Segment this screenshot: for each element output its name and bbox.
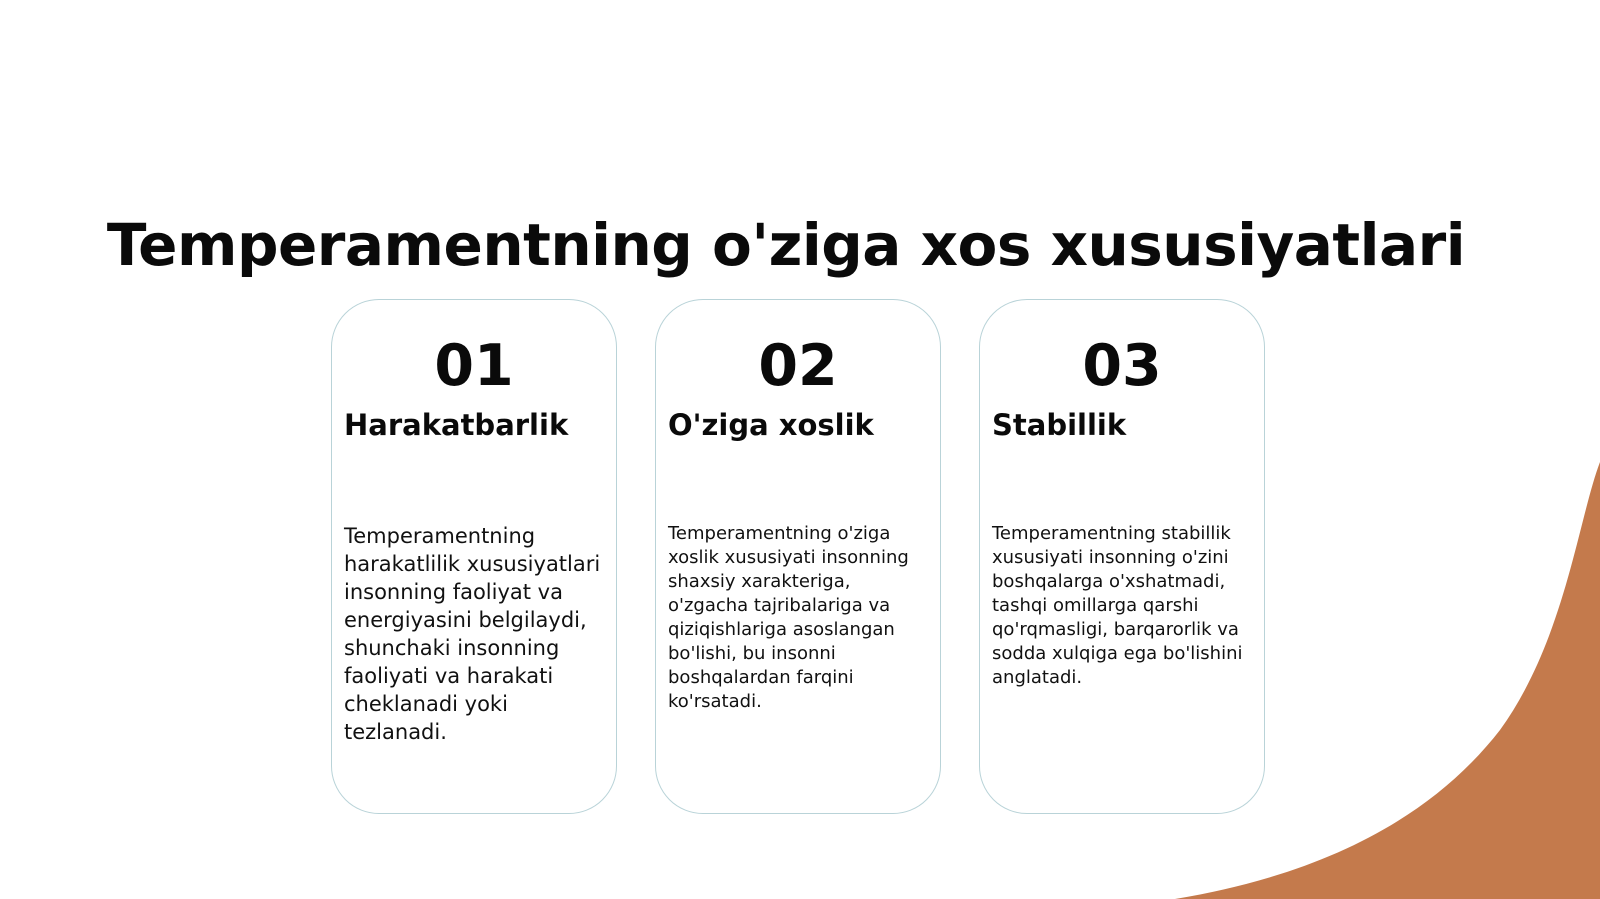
card-number: 01 xyxy=(434,333,514,399)
card-number: 03 xyxy=(1082,333,1162,399)
card-description: Temperamentning harakatlilik xususiyatlari insonning faoliyat va energiyasini belgilaydi, shunchaki insonning faoliyati va harakati cheklanadi yoki tezlanadi. xyxy=(344,524,601,744)
card-heading: Harakatbarlik xyxy=(344,408,569,442)
card-description: Temperamentning stabillik xususiyati insonning o'zini boshqalarga o'xshatmadi, tashqi omillarga qarshi qo'rqmasligi, barqarorlik va sodda xulqiga ega bo'lishini anglatadi. xyxy=(992,523,1243,688)
feature-card-01 xyxy=(331,299,617,814)
card-heading: O'ziga xoslik xyxy=(668,408,874,442)
slide-title: Temperamentning o'ziga xos xususiyatlari xyxy=(106,211,1466,279)
card-heading: Stabillik xyxy=(992,408,1127,442)
feature-card-02 xyxy=(655,299,941,814)
feature-card-03 xyxy=(979,299,1265,814)
card-description: Temperamentning o'ziga xoslik xususiyati insonning shaxsiy xarakteriga, o'zgacha tajribalariga va qiziqishlariga asoslangan bo'lishi, bu insonni boshqalardan farqini ko'rsatadi. xyxy=(668,523,909,712)
card-number: 02 xyxy=(758,333,838,399)
